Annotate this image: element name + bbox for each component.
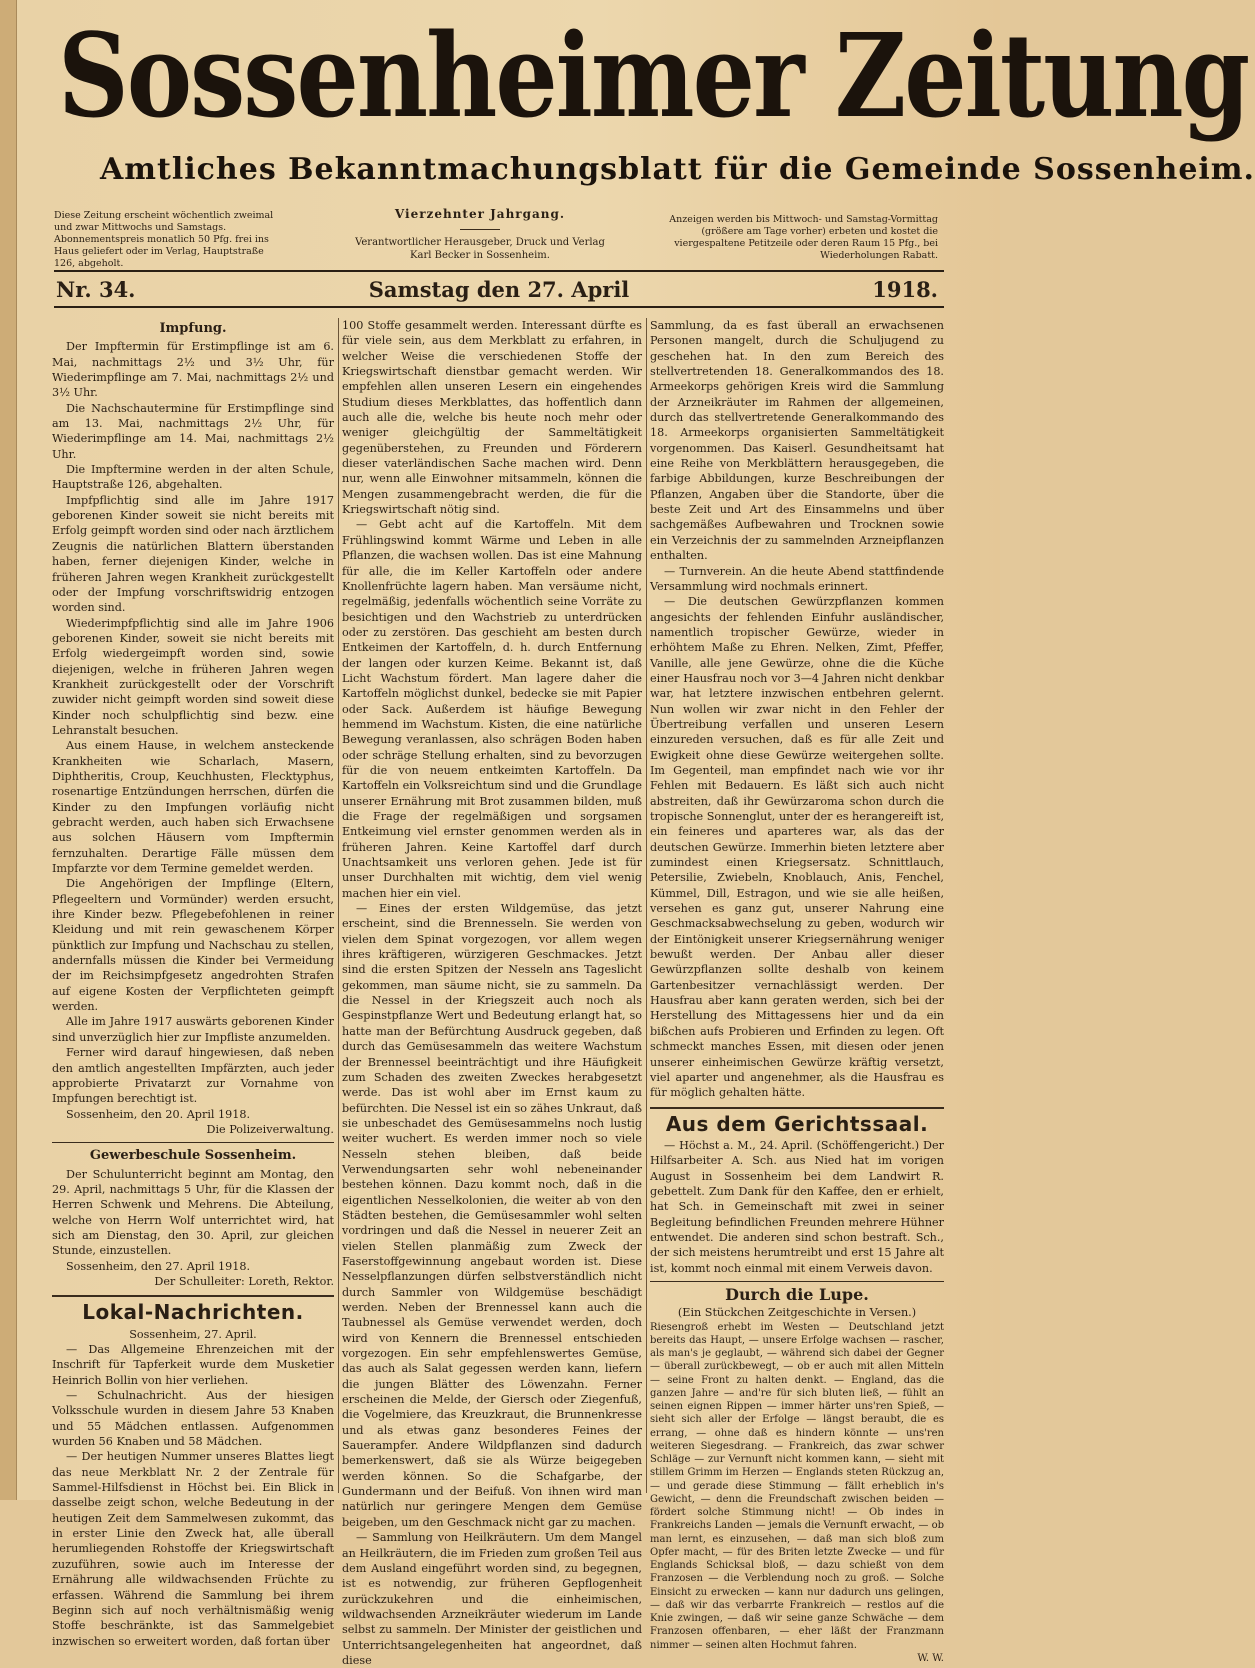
issue-number: Nr. 34.	[56, 277, 136, 302]
issue-date: Samstag den 27. April	[368, 277, 630, 302]
impfung-heading: Impfung.	[159, 321, 227, 336]
divider	[460, 229, 500, 230]
impfung-paragraph: Die Nachschautermine für Erstimpflinge sind am 13. Mai, nachmittags 2½ Uhr, für Wiederimpflinge am 14. Mai, nachmittags 2½ Uhr.	[52, 401, 334, 461]
lupe-poem	[650, 1321, 944, 1666]
impfung-paragraph: Ferner wird darauf hingewiesen, daß neben den amtlich angestellten Impfärzten, auch jeder approbierte Privatarzt zur Vornahme von Impfungen berechtigt ist.	[52, 1046, 334, 1106]
column-rule	[338, 318, 339, 1493]
divider	[650, 1281, 944, 1282]
lupe-subtitle: (Ein Stückchen Zeitgeschichte in Versen.)	[677, 1306, 917, 1320]
impfung-paragraph: Impfpflichtig sind alle im Jahre 1917 geborenen Kinder soweit sie nicht bereits mit Erfolg geimpft worden sind oder nach ärztlichem Zeugnis die natürlichen Blattern überstanden haben, ferner diejenigen Kinder, welche in früheren Jahren wegen Krankheit zurückgestellt oder der Impfung vorschriftswidrig entzogen worden sind.	[52, 493, 334, 615]
turnverein-paragraph: — Turnverein. An die heute Abend stattfindende Versammlung wird nochmals erinnert.	[650, 564, 944, 593]
kartoffeln-paragraph: — Gebt acht auf die Kartoffeln. Mit dem Frühlingswind kommt Wärme und Leben in alle Pflanzen, die wachsen wollen. Das ist eine Mahnung für alle, die im Keller Kartoffeln oder andere Knollenfrüchte lagern haben. Man versäume nicht, regelmäßig, jedenfalls wöchentlich seine Vorräte zu besichtigen und den Wachstrieb zu unterdrücken oder zu zerstören. Das geschieht am besten durch Entkeimen der Kartoffeln, d. h. durch Entfernung der langen oder kurzen Keime. Bekannt ist, daß Licht Wachstum fördert. Man lagere daher die Kartoffeln möglichst dunkel, bedecke sie mit Papier oder Sack. Außerdem ist häufige Bewegung hemmend im Wachstum. Kisten, die eine natürliche Bewegung veranlassen, also schrägen Boden haben oder schräge Stellung erhalten, sind zu bevorzugen für die von neuem entkeimten Kartoffeln. Da Kartoffeln ein Volksreichtum sind und die Grundlage unserer Ernährung mit Brot zusammen bilden, muß die Frage der regelmäßigen und sorgsamen Entkeimung viel ernster genommen werden als in früheren Jahren. Keine Kartoffel darf durch Unachtsamkeit uns verloren gehen. Jede ist für unser Durchhalten mit wichtig, dem viel wenig machen hier ein viel.	[342, 518, 642, 900]
article-paragraph: Sammlung, da es fast überall an erwachsenen Personen mangelt, durch die Schuljugend zu geschehen hat. In den zum Bereich des stellvertretenden 18. Generalkommandos des 18. Armeekorps gehörigen Kreis wird die Sammlung der Arzneikräuter im Rahmen der allgemeinen, durch das stellvertretende Generalkommando des 18. Armeekorps organisierten Sammeltätigkeit vorgenommen. Das Kaiserl. Gesundheitsamt hat eine Reihe von Merkblättern herausgegeben, die farbige Abbildungen, kurze Beschreibungen der Pflanzen, Angaben über die Standorte, über die beste Zeit und Art des Einsammelns und über sachgemäßes Aufbewahren und Trocknen sowie ein Verzeichnis der zu sammelnden Arzneipflanzen enthalten.	[650, 319, 944, 563]
gewerbeschule-signature: Der Schulleiter: Loreth, Rektor.	[154, 1274, 334, 1288]
lokal-dateline: Sossenheim, 27. April.	[129, 1327, 257, 1341]
lokal-paragraph: — Der heutigen Nummer unseres Blattes liegt das neue Merkblatt Nr. 2 der Zentrale für Sammel-Hilfsdienst in Höchst bei. Ein Blick in dasselbe zeigt schon, welche Bedeutung in der heutigen Zeit dem Sammelwesen zukommt, das in erster Linie den Zweck hat, alle überall herumliegenden Rohstoffe der Kriegswirtschaft zuzuführen, sowie auch im Interesse der Ernährung alle wildwachsenden Früchte zu erfassen. Während die Sammlung bei ihrem Beginn sich auf noch verhältnismäßig wenig Stoffe beschränkte, ist das Sammelgebiet inzwischen so erweitert worden, daß fortan über	[52, 1450, 334, 1648]
impfung-paragraph: Alle im Jahre 1917 auswärts geborenen Kinder sind unverzüglich hier zur Impfliste anzumelden.	[52, 1015, 334, 1044]
gewerbeschule-paragraph: Der Schulunterricht beginnt am Montag, den 29. April, nachmittags 5 Uhr, für die Klassen der Herren Schwenk und Mehrens. Die Abteilung, welche von Herrn Wolf unterrichtet wird, hat sich am Dienstag, den 30. April, zur gleichen Stunde, einzustellen.	[52, 1167, 334, 1258]
impfung-paragraph: Wiederimpfpflichtig sind alle im Jahre 1906 geborenen Kinder, soweit sie nicht bereits mit Erfolg wiedergeimpft worden sind, sowie diejenigen, welche in früheren Jahren wegen Krankheit zurückgestellt oder der Vorschrift zuwider nicht geimpft worden sind soweit diese Kinder noch schulpflichtig sind bezw. eine Lehranstalt besuchen.	[52, 616, 334, 737]
lokal-nachrichten-heading: Lokal-Nachrichten.	[82, 1300, 304, 1325]
volume-year: Vierzehnter Jahrgang.	[394, 207, 566, 221]
gewerbeschule-date: Sossenheim, den 27. April 1918.	[66, 1259, 251, 1273]
issue-year: 1918.	[872, 277, 938, 302]
advertising-info: Anzeigen werden bis Mittwoch- und Samstag-Vormittag (größere am Tage vorher) erbeten und kostet die viergespaltene Petitzeile oder deren Raum 15 Pfg., bei Wiederholungen Rabatt.	[669, 214, 938, 261]
impfung-paragraph: Die Angehörigen der Impflinge (Eltern, Pflegeeltern und Vormünder) werden ersucht, ihre Kinder bezw. Pflegebefohlenen in reiner Kleidung und mit rein gewaschenem Körper pünktlich zur Impfung und Nachschau zu stellen, andernfalls müssen die Kinder bei Vermeidung der im Reichsimpfgesetz angedrohten Strafen auf eigene Kosten der Verpflichteten geimpft werden.	[52, 877, 334, 1014]
impfung-paragraph: Der Impftermin für Erstimpflinge ist am 6. Mai, nachmittags 2½ und 3½ Uhr, für Wiederimpflinge am 7. Mai, nachmittags 2½ und 3½ Uhr.	[52, 340, 334, 400]
publisher-line-2: Karl Becker in Sossenheim.	[410, 250, 550, 261]
divider	[650, 1107, 944, 1109]
publisher-line-1: Verantwortlicher Herausgeber, Druck und Verlag	[355, 237, 605, 248]
impfung-paragraph: Die Impftermine werden in der alten Schule, Hauptstraße 126, abgehalten.	[52, 463, 334, 492]
gerichtssaal-heading: Aus dem Gerichtssaal.	[665, 1111, 929, 1136]
column-rule	[646, 318, 647, 1493]
lokal-paragraph: — Schulnachricht. Aus der hiesigen Volksschule wurden in diesem Jahre 53 Knaben und 55 Mädchen entlassen. Aufgenommen wurden 56 Knaben und 58 Mädchen.	[52, 1389, 334, 1449]
masthead-subtitle: Amtliches Bekanntmachungsblatt für die Gemeinde Sossenheim.	[100, 152, 1255, 187]
divider	[52, 1142, 334, 1143]
lupe-signature: W. W.	[917, 1652, 944, 1664]
heilkraeuter-paragraph: — Sammlung von Heilkräutern. Um dem Mangel an Heilkräutern, die im Frieden zum großen Teil aus dem Ausland eingeführt worden sind, zu begegnen, ist es notwendig, zur früheren Gepflogenheit zurückzukehren und die einheimischen, wildwachsenden Arzneikräuter wiederum im Lande selbst zu sammeln. Der Minister der geistlichen und Unterrichtsangelegenheiten hat angeordnet, daß diese	[342, 1531, 642, 1667]
impfung-signature: Die Polizeiverwaltung.	[206, 1122, 334, 1136]
lupe-heading: Durch die Lupe.	[725, 1284, 869, 1304]
lokal-paragraph: — Das Allgemeine Ehrenzeichen mit der Inschrift für Tapferkeit wurde dem Musketier Heinrich Bollin von hier verliehen.	[52, 1343, 334, 1387]
column-3	[650, 318, 944, 1664]
column-2	[342, 318, 642, 1667]
dateline	[54, 270, 944, 308]
impfung-date: Sossenheim, den 20. April 1918.	[66, 1107, 251, 1121]
impfung-paragraph: Aus einem Hause, in welchem ansteckende Krankheiten wie Scharlach, Masern, Diphtheritis, Croup, Keuchhusten, Flecktyphus, rosenartige Entzündungen herrschen, dürfen die Kinder zu den Impfungen vorläufig nicht gebracht werden, auch haben sich Erwachsene aus solchen Häusern vom Impftermin fernzuhalten. Derartige Fälle müssen dem Impfarzte vor dem Termine gemeldet werden.	[52, 739, 334, 876]
binding-edge	[0, 0, 17, 1500]
publisher-info	[330, 208, 630, 262]
gerichtssaal-paragraph: — Höchst a. M., 24. April. (Schöffengericht.) Der Hilfsarbeiter A. Sch. aus Nied hat im vorigen August in Sossenheim bei dem Landwirt R. gebettelt. Zum Dank für den Kaffee, den er erhielt, hat Sch. in Gemeinschaft mit zwei in seiner Begleitung befindlichen Freunden mehrere Hühner entwendet. Die anderen sind schon bestraft. Sch., der sich meistens herumtreibt und erst 15 Jahre alt ist, kommt noch einmal mit einem Verweis davon.	[650, 1138, 944, 1275]
column-1	[52, 318, 334, 1648]
wildgemuese-paragraph: — Eines der ersten Wildgemüse, das jetzt erscheint, sind die Brennesseln. Sie werden von vielen dem Spinat vorgezogen, vor allem wegen ihres kräftigeren, würzigeren Geschmackes. Jetzt sind die ersten Spitzen der Nesseln ans Tageslicht gekommen, man säume nicht, sie zu sammeln. Da die Nessel in der Kriegszeit auch noch als Gespinstpflanze Wert und Bedeutung erlangt hat, so hatte man der Befürchtung Ausdruck gegeben, daß durch das Gemüsesammeln das weitere Wachstum der Brennessel beeinträchtigt und ihre Häufigkeit zum Schaden des zweiten Zweckes herabgesetzt werde. Das ist wohl aber im Ernst kaum zu befürchten. Die Nessel ist ein so zähes Unkraut, daß sie unbeschadet des Gemüsesammelns noch lustig weiter wuchert. Es werden immer noch so viele Nesseln stehen bleiben, daß beide Verwendungsarten sehr wohl nebeneinander bestehen können. Dazu kommt noch, daß in die eigentlichen Nesselkolonien, die weiter ab von den Städten bestehen, die Gemüsesammler wohl selten vordringen und daß die Nessel in neuerer Zeit an vielen Stellen planmäßig zum Zweck der Faserstoffgewinnung angebaut worden ist. Diese Nesselpflanzungen dürfen selbstverständlich nicht durch Sammler von Wildgemüse beschädigt werden. Neben der Brennessel kann auch die Taubnessel als Gemüse verwendet werden, doch wird von Kennern die Brennessel entschieden vorgezogen. Ein sehr empfehlenswertes Gemüse, das auch als Salat gegessen werden kann, liefern die jungen Blätter des Löwenzahn. Ferner erscheinen die Melde, der Giersch oder Ziegenfuß, die Vogelmiere, das Kreuzkraut, die Brunnenkresse und als etwas ganz besonderes Feines der Sauerampfer. Andere Wildpflanzen sind dadurch bemerkenswert, daß sie als Würze beigegeben werden können. So die Schafgarbe, der Gundermann und der Beifuß. Von ihnen wird man natürlich nur geringere Mengen dem Gemüse beigeben, um den Geschmack nicht gar zu machen.	[342, 902, 642, 1529]
gewerbeschule-heading: Gewerbeschule Sossenheim.	[89, 1148, 297, 1164]
subscription-info: Diese Zeitung erscheint wöchentlich zweimal und zwar Mittwochs und Samstags. Abonnementspreis monatlich 50 Pfg. frei ins Haus geliefert oder im Verlag, Hauptstraße 126, abgeholt.	[54, 210, 274, 269]
lupe-poem-text: Riesengroß erhebt im Westen — Deutschland jetzt bereits das Haupt, — unsere Erfolge wachsen — rascher, als man's je geglaubt, — während sich dabei der Gegner — überall zurückbewegt, — ob er auch mit allen Mitteln — seine Front zu halten denkt. — England, das die ganzen Jahre — and're für sich bluten ließ, — fühlt an seinen eignen Rippen — immer härter uns'ren Spieß, — sieht sich aller der Erfolge — längst beraubt, die es errang, — ohne daß es hindern könnte — uns'ren weiteren Siegesdrang. — Frankreich, das zwar schwer Schläge — zur Vernunft nicht kommen kann, — sieht mit stillem Grimm im Herzen — Englands steten Rückzug an, — und gerade diese Stimmung — fällt erheblich in's Gewicht, — denn die Freundschaft zwischen beiden — fördert solche Stimmung nicht! — Ob indes in Frankreichs Landen — jemals die Vernunft erwacht, — ob man lernt, es einzusehen, — daß man sich bloß zum Opfer macht, — für des Briten letzte Zwecke — und für Englands Schicksal bloß, — dazu schießt von dem Franzosen — die Verblendung noch zu groß. — Solche Einsicht zu erwecken — kann nur dadurch uns gelingen, — daß wir das verbarrte Frankreich — restlos auf die Knie zwingen, — daß wir seine ganze Schwäche — dem Franzosen offenbaren, — eher läßt der Franzmann nimmer — seinen alten Hochmut fahren.	[650, 1321, 944, 1651]
masthead-title: Sossenheimer Zeitung	[58, 8, 1249, 145]
gewuerzpflanzen-paragraph: — Die deutschen Gewürzpflanzen kommen angesichts der fehlenden Einfuhr ausländischer, namentlich tropischer Gewürze, wieder in erhöhtem Maße zu Ehren. Nelken, Zimt, Pfeffer, Vanille, alle jene Gewürze, ohne die die Küche einer Hausfrau noch vor 3—4 Jahren nicht denkbar war, hat letztere inzwischen entbehren gelernt. Nun wollen wir zwar nicht in den Fehler der Übertreibung verfallen und unseren Lesern einzureden versuchen, daß es für alle Zeit und Ewigkeit ohne diese Gewürze weitergehen sollte. Im Gegenteil, man empfindet nach wie vor ihr Fehlen mit Bedauern. Es läßt sich auch nicht abstreiten, daß ihr Gewürzaroma schon durch die tropische Sonnenglut, unter der es herangereift ist, ein feineres und aparteres war, als das der deutschen Gewürze. Immerhin bieten letztere aber zumindest einen Kriegsersatz. Schnittlauch, Petersilie, Zwiebeln, Knoblauch, Anis, Fenchel, Kümmel, Dill, Estragon, und wie sie alle heißen, versehen es ganz gut, unserer Nahrung eine Geschmacksabwechselung zu geben, wodurch wir der Eintönigkeit unserer Kriegsernährung weniger bewußt werden. Der Anbau aller dieser Gewürzpflanzen sollte deshalb von keinem Gartenbesitzer vernachlässigt werden. Der Hausfrau aber kann geraten werden, sich bei der Herstellung des Mittagessens hier und da ein bißchen aufs Probieren und Erfinden zu legen. Oft schmeckt manches Essen, mit diesen oder jenen unserer einheimischen Gewürze kräftig versetzt, viel aparter und angenehmer, als die Hausfrau es für möglich gehalten hätte.	[650, 595, 944, 1100]
divider	[52, 1295, 334, 1297]
article-paragraph: 100 Stoffe gesammelt werden. Interessant dürfte es für viele sein, aus dem Merkblatt zu erfahren, in welcher Weise die verschiedenen Stoffe der Kriegswirtschaft dienstbar gemacht werden. Wir empfehlen allen unseren Lesern ein eingehendes Studium dieses Merkblattes, das hoffentlich dann auch alle die, welche bis heute noch mehr oder weniger gleichgültig der Sammeltätigkeit gegenüberstehen, zu Freunden und Förderern dieser vaterländischen Sache machen wird. Denn nur, wenn alle Einwohner mitsammeln, können die Mengen zusammengebracht werden, die für die Kriegswirtschaft nötig sind.	[342, 319, 642, 517]
